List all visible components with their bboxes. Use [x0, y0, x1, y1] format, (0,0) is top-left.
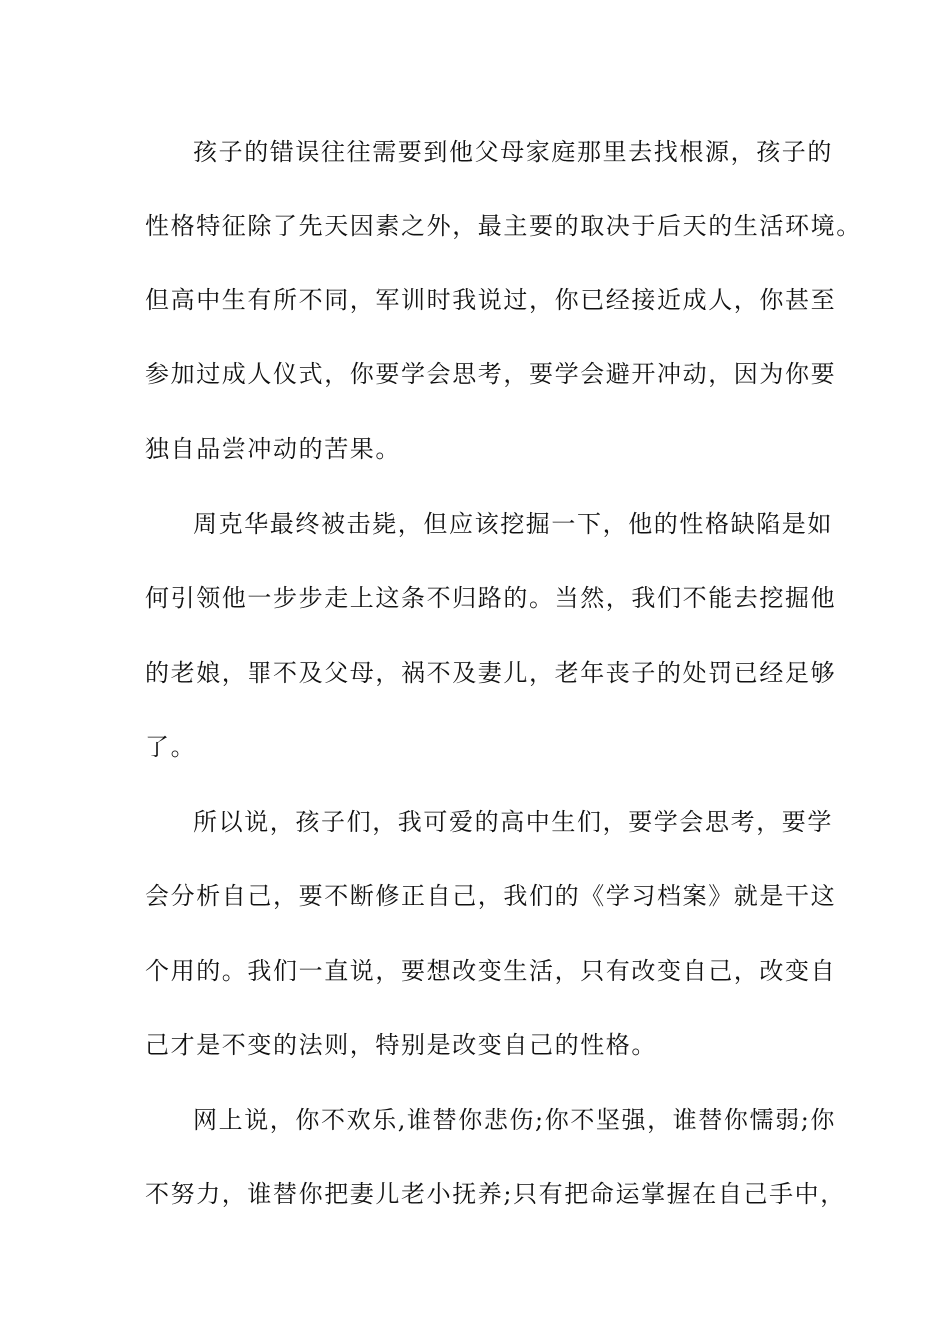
- text-line: 会分析自己，要不断修正自己，我们的《学习档案》就是干这: [145, 882, 837, 910]
- text-line: 的老娘，罪不及父母，祸不及妻儿，老年丧子的处罚已经足够: [145, 659, 837, 687]
- text-line: 何引领他一步步走上这条不归路的。当然，我们不能去挖掘他: [145, 584, 837, 612]
- text-line: 性格特征除了先天因素之外，最主要的取决于后天的生活环境。: [145, 212, 862, 240]
- text-line: 独自品尝冲动的苦果。: [145, 435, 401, 463]
- text-line: 参加过成人仪式，你要学会思考，要学会避开冲动，因为你要: [145, 360, 837, 388]
- text-line: 但高中生有所不同，军训时我说过，你已经接近成人，你甚至: [145, 286, 837, 314]
- text-line: 网上说，你不欢乐,谁替你悲伤;你不坚强，谁替你懦弱;你: [193, 1106, 836, 1134]
- text-line: 己才是不变的法则，特别是改变自己的性格。: [145, 1031, 657, 1059]
- text-line: 孩子的错误往往需要到他父母家庭那里去找根源，孩子的: [193, 138, 833, 166]
- text-line: 不努力，谁替你把妻儿老小抚养;只有把命运掌握在自己手中，: [145, 1180, 846, 1208]
- text-line: 所以说，孩子们，我可爱的高中生们，要学会思考，要学: [193, 808, 833, 836]
- text-line: 个用的。我们一直说，要想改变生活，只有改变自己，改变自: [145, 957, 837, 985]
- text-line: 周克华最终被击毙，但应该挖掘一下，他的性格缺陷是如: [193, 510, 833, 538]
- text-line: 了。: [145, 733, 197, 761]
